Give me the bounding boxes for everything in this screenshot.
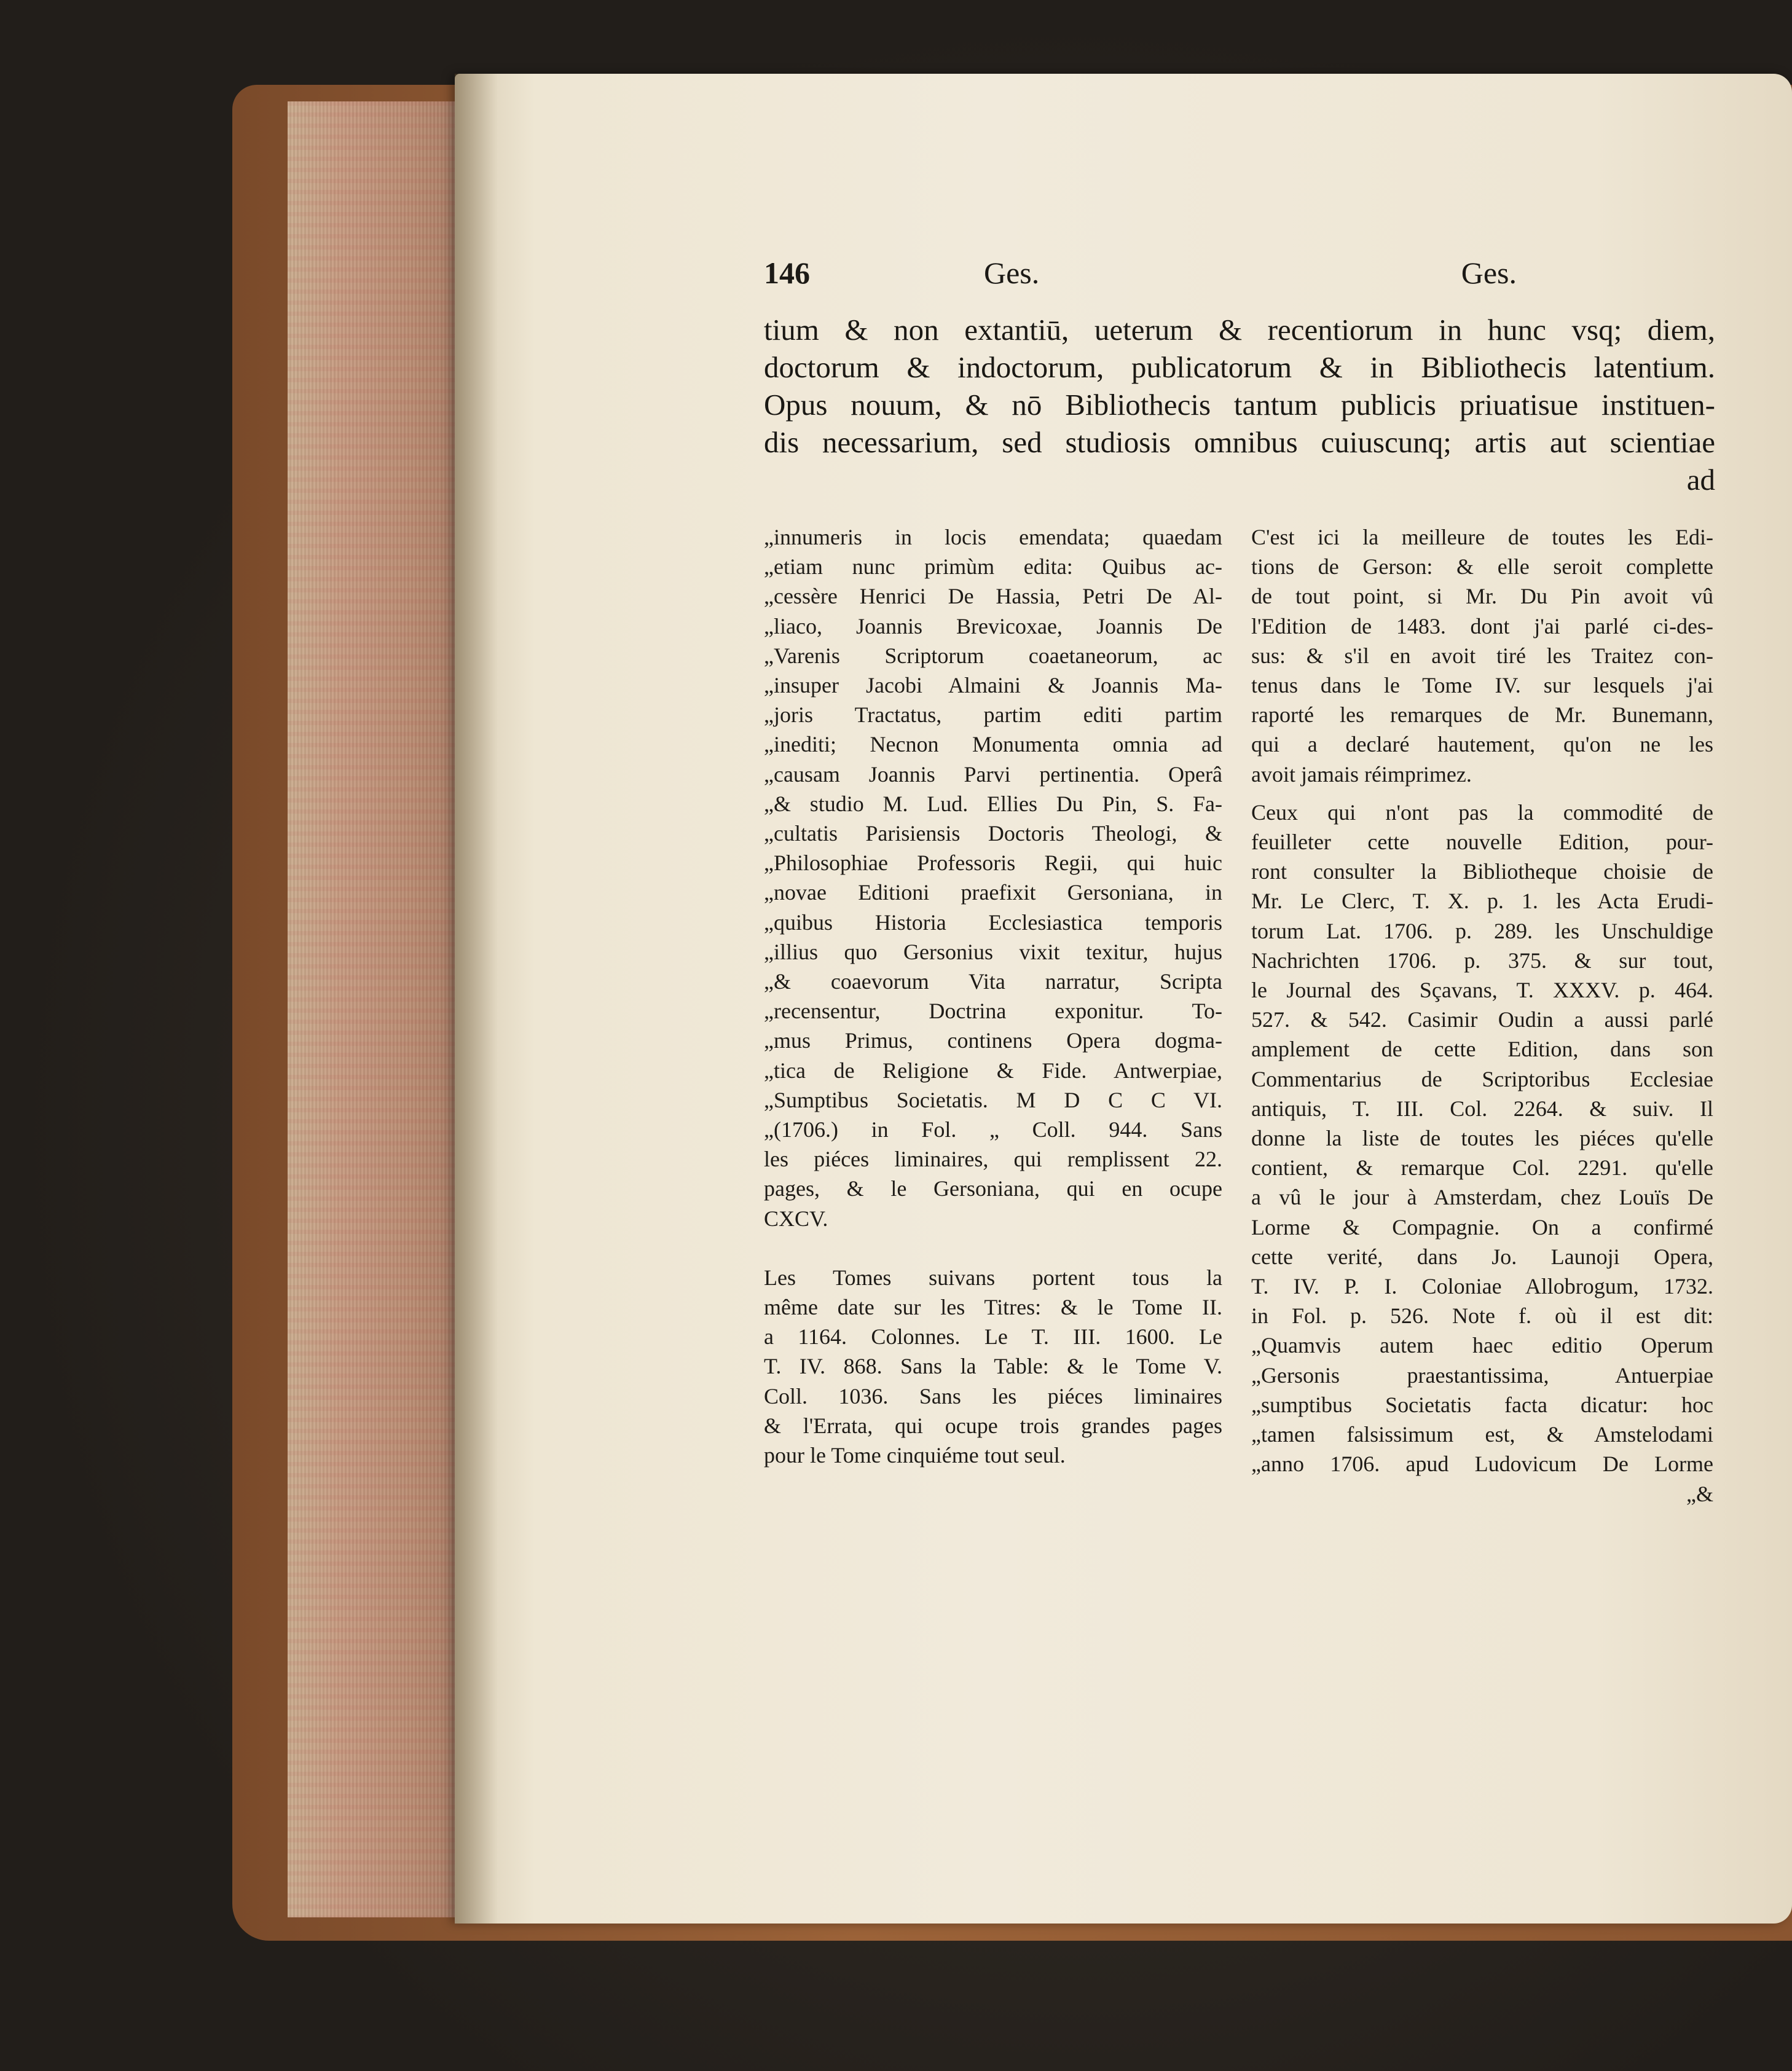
text-line: Coll. 1036. Sans les piéces liminaires: [764, 1383, 1222, 1409]
text-line: „cultatis Parisiensis Doctoris Theologi, &: [764, 821, 1222, 846]
text-line: qui a declaré hautement, qu'on ne les: [1251, 732, 1713, 757]
text-line: „tamen falsissimum est, & Amstelodami: [1251, 1422, 1713, 1447]
text-line: „anno 1706. apud Ludovicum De Lorme: [1251, 1452, 1713, 1477]
text-line: pour le Tome cinquiéme tout seul.: [764, 1443, 1066, 1468]
text-line: „Varenis Scriptorum coaetaneorum, ac: [764, 643, 1222, 668]
main-text-line: dis necessarium, sed studiosis omnibus cuiuscunq; artis aut scientiae: [764, 425, 1715, 459]
text-line: T. IV. 868. Sans la Table: & le Tome V.: [764, 1354, 1222, 1379]
text-line: contient, & remarque Col. 2291. qu'elle: [1251, 1155, 1713, 1181]
text-line: feuilleter cette nouvelle Edition, pour-: [1251, 830, 1713, 855]
page-number: 146: [764, 256, 810, 290]
text-line: „& studio M. Lud. Ellies Du Pin, S. Fa-: [764, 791, 1222, 816]
text-line: „mus Primus, continens Opera dogma-: [764, 1028, 1222, 1053]
text-line: le Journal des Sçavans, T. XXXV. p. 464.: [1251, 978, 1713, 1003]
text-line: „tica de Religione & Fide. Antwerpiae,: [764, 1058, 1222, 1083]
text-line: C'est ici la meilleure de toutes les Edi-: [1251, 525, 1713, 549]
text-line: raporté les remarques de Mr. Bunemann,: [1251, 702, 1713, 728]
page-edges: [288, 101, 466, 1917]
main-text-line: Opus nouum, & nō Bibliothecis tantum publicis priuatisue instituen-: [764, 388, 1715, 422]
text-line: amplement de cette Edition, dans son: [1251, 1037, 1713, 1062]
text-line: „(1706.) in Fol. „ Coll. 944. Sans: [764, 1117, 1222, 1142]
text-line: „cessère Henrici De Hassia, Petri De Al-: [764, 584, 1222, 609]
text-line: antiquis, T. III. Col. 2264. & suiv. Il: [1251, 1096, 1713, 1121]
page-gutter-shadow: [455, 74, 498, 1924]
text-line: tions de Gerson: & elle seroit complette: [1251, 554, 1713, 580]
text-line: in Fol. p. 526. Note f. où il est dit:: [1251, 1303, 1713, 1329]
right-column: [1251, 522, 1713, 1509]
text-line: avoit jamais réimprimez.: [1251, 761, 1472, 787]
text-line: „Philosophiae Professoris Regii, qui huic: [764, 851, 1222, 876]
text-line: „novae Editioni praefixit Gersoniana, in: [764, 880, 1222, 905]
catchword-main: ad: [1686, 463, 1715, 497]
text-line: Ceux qui n'ont pas la commodité de: [1251, 800, 1713, 825]
main-text-block: [764, 311, 1715, 498]
text-line: donne la liste de toutes les piéces qu'elle: [1251, 1126, 1713, 1151]
text-line: „insuper Jacobi Almaini & Joannis Ma-: [764, 673, 1222, 698]
text-line: „Sumptibus Societatis. M D C C VI.: [764, 1087, 1222, 1112]
text-line: „innumeris in locis emendata; quaedam: [764, 525, 1222, 549]
text-line: „Quamvis autem haec editio Operum: [1251, 1333, 1713, 1358]
text-line: l'Edition de 1483. dont j'ai parlé ci-des-: [1251, 613, 1713, 639]
headword-right: Ges.: [1461, 256, 1517, 290]
text-line: „quibus Historia Ecclesiastica temporis: [764, 910, 1222, 935]
headword-left: Ges.: [984, 256, 1040, 290]
text-line: Nachrichten 1706. p. 375. & sur tout,: [1251, 948, 1713, 973]
text-line: pages, & le Gersoniana, qui en ocupe: [764, 1176, 1222, 1201]
text-line: „& coaevorum Vita narratur, Scripta: [764, 969, 1222, 994]
text-line: Les Tomes suivans portent tous la: [764, 1265, 1222, 1290]
text-line: „liaco, Joannis Brevicoxae, Joannis De: [764, 613, 1222, 639]
running-header: [764, 254, 1517, 291]
text-line: Commentarius de Scriptoribus Ecclesiae: [1251, 1066, 1713, 1091]
text-line: sus: & s'il en avoit tiré les Traitez con-: [1251, 643, 1713, 668]
text-line: a vû le jour à Amsterdam, chez Louïs De: [1251, 1185, 1713, 1210]
left-paragraph-2: [764, 1263, 1222, 1470]
text-line: a 1164. Colonnes. Le T. III. 1600. Le: [764, 1324, 1222, 1350]
text-line: „Gersonis praestantissima, Antuerpiae: [1251, 1362, 1713, 1388]
right-paragraph-1: [1251, 522, 1713, 789]
text-line: cette verité, dans Jo. Launoji Opera,: [1251, 1244, 1713, 1269]
text-line: Mr. Le Clerc, T. X. p. 1. les Acta Erudi-: [1251, 889, 1713, 914]
right-paragraph-2: [1251, 798, 1713, 1479]
left-paragraph-1: [764, 522, 1222, 1233]
text-line: „recensentur, Doctrina exponitur. To-: [764, 999, 1222, 1024]
text-line: les piéces liminaires, qui remplissent 22.: [764, 1147, 1222, 1172]
text-line: T. IV. P. I. Coloniae Allobrogum, 1732.: [1251, 1274, 1713, 1299]
text-line: CXCV.: [764, 1206, 828, 1231]
left-column: [764, 522, 1222, 1470]
text-line: „sumptibus Societatis facta dicatur: hoc: [1251, 1392, 1713, 1417]
text-line: „joris Tractatus, partim editi partim: [764, 702, 1222, 728]
text-line: „illius quo Gersonius vixit texitur, hujus: [764, 939, 1222, 964]
text-line: Lorme & Compagnie. On a confirmé: [1251, 1214, 1713, 1240]
text-line: de tout point, si Mr. Du Pin avoit vû: [1251, 584, 1713, 609]
text-line: „etiam nunc primùm edita: Quibus ac-: [764, 554, 1222, 580]
catchword-right: „&: [1686, 1481, 1713, 1506]
text-line: & l'Errata, qui ocupe trois grandes pages: [764, 1413, 1222, 1438]
text-line: ront consulter la Bibliotheque choisie de: [1251, 859, 1713, 884]
text-line: torum Lat. 1706. p. 289. les Unschuldige: [1251, 918, 1713, 943]
text-line: tenus dans le Tome IV. sur lesquels j'ai: [1251, 673, 1713, 698]
text-line: même date sur les Titres: & le Tome II.: [764, 1295, 1222, 1320]
text-line: 527. & 542. Casimir Oudin a aussi parlé: [1251, 1007, 1713, 1032]
main-text-line: tium & non extantiū, ueterum & recentiorum in hunc vsq; diem,: [764, 313, 1715, 347]
main-text-line: doctorum & indoctorum, publicatorum & in Bibliothecis latentium.: [764, 350, 1715, 384]
text-line: „inediti; Necnon Monumenta omnia ad: [764, 732, 1222, 757]
text-line: „causam Joannis Parvi pertinentia. Operâ: [764, 761, 1222, 787]
